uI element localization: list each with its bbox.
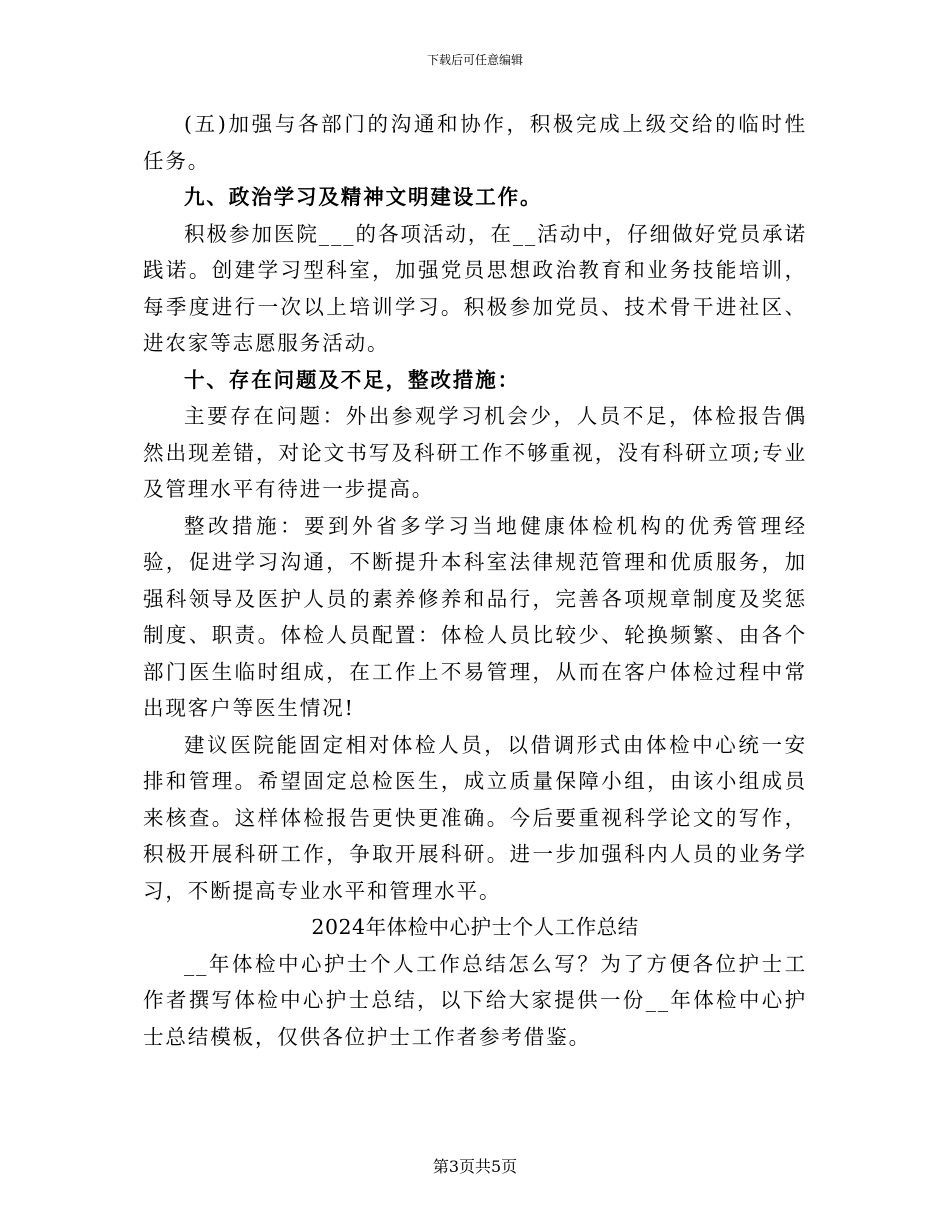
paragraph-problems: 主要存在问题：外出参观学习机会少，人员不足，体检报告偶然出现差错，对论文书写及科研工作不够重视，没有科研立项;专业及管理水平有待进一步提高。 xyxy=(143,404,807,501)
section-heading-9: 九、政治学习及精神文明建设工作。 xyxy=(184,185,543,209)
paragraph-suggestions: 建议医院能固定相对体检人员，以借调形式由体检中心统一安排和管理。希望固定总检医生，成立质量保障小组，由该小组成员来核查。这样体检报告更快更准确。今后要重视科学论文的写作，积极开展科研工作，争取开展科研。进一步加强科内人员的业务学习，不断提高专业水平和管理水平。 xyxy=(143,732,807,903)
paragraph-political-study: 积极参加医院___的各项活动，在__活动中，仔细做好党员承诺践诺。创建学习型科室，加强党员思想政治教育和业务技能培训，每季度进行一次以上培训学习。积极参加党员、技术骨干进社区、进农家等志愿服务活动。 xyxy=(143,221,807,355)
section-heading-10: 十、存在问题及不足，整改措施： xyxy=(184,367,520,392)
page-header: 下载后可任意编辑 xyxy=(426,53,523,67)
document-title: 2024年体检中心护士个人工作总结 xyxy=(311,915,639,939)
paragraph-intro: __年体检中心护士个人工作总结怎么写？为了方便各位护士工作者撰写体检中心护士总结，以下给大家提供一份__年体检中心护士总结模板，仅供各位护士工作者参考借鉴。 xyxy=(143,951,807,1049)
page-footer: 第3页共5页 xyxy=(432,1157,518,1176)
paragraph-measures: 整改措施：要到外省多学习当地健康体检机构的优秀管理经验，促进学习沟通，不断提升本科室法律规范管理和优质服务，加强科领导及医护人员的素养修养和品行，完善各项规章制度及奖惩制度、职责。体检人员配置：体检人员比较少、轮换频繁、由各个部门医生临时组成，在工作上不易管理，从而在客户体检过程中常出现客户等医生情况! xyxy=(143,513,807,720)
paragraph-cooperation: (五)加强与各部门的沟通和协作，积极完成上级交给的临时性任务。 xyxy=(143,112,807,173)
document-body xyxy=(143,106,807,1055)
